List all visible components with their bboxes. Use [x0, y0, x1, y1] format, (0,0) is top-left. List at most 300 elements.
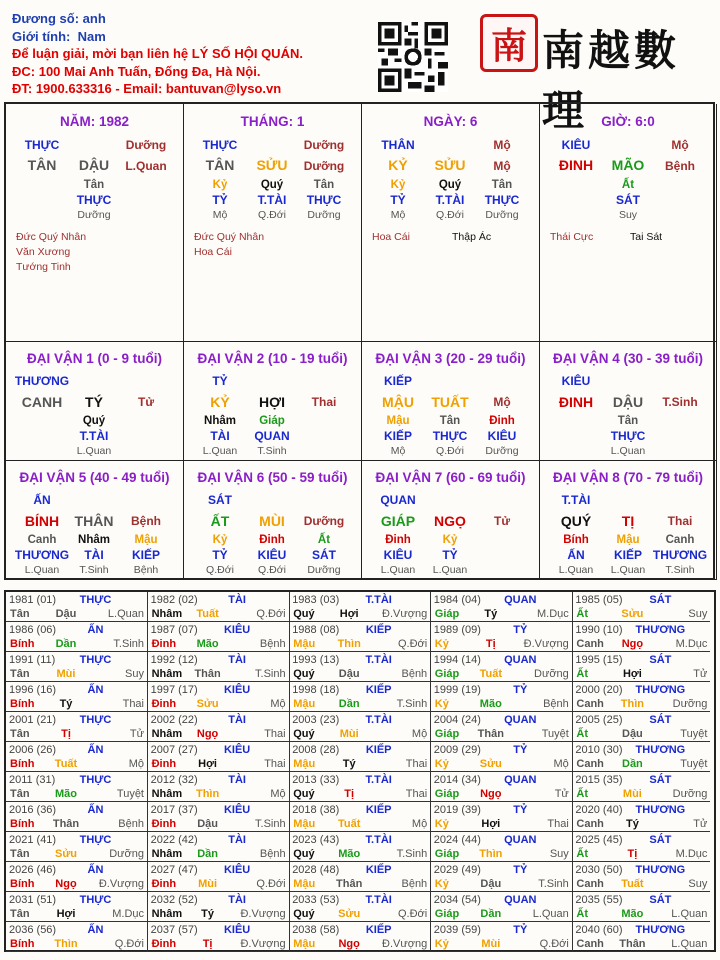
year-branch: Tý: [59, 698, 73, 710]
year-god: TỶ: [513, 924, 528, 936]
year-label: 1989 (09): [433, 624, 481, 636]
year-label: 2005 (25): [575, 714, 623, 726]
year-cell: [6, 892, 148, 922]
year-cell: [148, 802, 290, 832]
year-stem: Canh: [576, 938, 604, 950]
year-stage: Q.Đới: [256, 608, 286, 620]
hidden-stage: Dưỡng: [307, 209, 341, 221]
year-stem: Quý: [293, 668, 315, 680]
year-branch: Dần: [338, 698, 360, 710]
year-branch: Dần: [622, 758, 643, 770]
year-stem: Tân: [10, 848, 30, 860]
year-god: QUAN: [504, 714, 537, 726]
year-stem: Tân: [10, 788, 30, 800]
year-god: T.TÀI: [365, 594, 392, 606]
pillar-stage-1: Dưỡng: [303, 138, 345, 152]
year-stem: Mậu: [293, 878, 316, 890]
hidden-god: TÀI: [84, 548, 104, 562]
year-god: KIÊU: [223, 804, 251, 816]
year-label: 2012 (32): [150, 774, 198, 786]
year-label: 2039 (59): [433, 924, 481, 936]
year-cell: [148, 622, 290, 652]
pillar-heaven-god: THỰC: [24, 138, 60, 152]
year-stage: Tuyệt: [680, 758, 708, 770]
year-label: 2016 (36): [9, 804, 57, 816]
year-label: 2040 (60): [575, 924, 623, 936]
year-branch: Mão: [196, 638, 219, 650]
year-branch: Thân: [194, 668, 221, 680]
year-god: T.TÀI: [365, 834, 392, 846]
star-note: Thập Ác: [452, 231, 492, 243]
year-stage: Dưỡng: [672, 788, 708, 800]
hidden-stem: Kỷ: [212, 534, 228, 546]
year-label: 2021 (41): [9, 834, 57, 846]
year-god: THƯƠNG: [635, 624, 686, 636]
year-branch: Thìn: [195, 788, 220, 800]
year-god: SÁT: [649, 654, 672, 666]
year-stage: Dưỡng: [534, 668, 569, 680]
hidden-stage: Mộ: [390, 209, 406, 221]
hidden-stem: Canh: [27, 534, 57, 546]
year-branch: Thân: [336, 878, 363, 890]
pillar-stage-1: Mộ: [493, 138, 511, 152]
year-label: 2023 (43): [292, 834, 340, 846]
year-stem: Đinh: [151, 878, 177, 890]
year-branch: Sửu: [338, 908, 361, 920]
year-cell: [572, 862, 710, 892]
hidden-god: TÀI: [210, 429, 230, 443]
pillar-heaven-god: THỰC: [202, 138, 238, 152]
year-stage: Q.Đới: [256, 878, 286, 890]
year-stage: Thai: [405, 758, 428, 770]
dai-van-heaven-god: T.TÀI: [561, 493, 591, 507]
pillar-title: NĂM: 1982: [59, 114, 130, 129]
hidden-stage: Dưỡng: [77, 209, 111, 221]
dai-van-cell: [540, 461, 717, 580]
header-info: [12, 10, 372, 98]
year-label: 2006 (26): [9, 744, 57, 756]
year-stem: Đinh: [151, 638, 177, 650]
contact-line-2: ĐC: 100 Mai Anh Tuấn, Đống Đa, Hà Nội.: [12, 63, 261, 79]
year-stage: Bệnh: [259, 848, 286, 860]
year-cell: [572, 652, 710, 682]
hidden-stem: Tân: [83, 179, 105, 191]
hidden-stem: Giáp: [259, 415, 285, 427]
star-note: Tướng Tinh: [16, 261, 71, 273]
dai-van-title: ĐẠI VẬN 6 (50 - 59 tuổi): [197, 470, 348, 485]
year-stem: Đinh: [151, 938, 177, 950]
year-label: 1990 (10): [575, 624, 623, 636]
pillar-stage-2: Mộ: [493, 159, 511, 173]
year-branch: Mão: [621, 908, 644, 920]
year-branch: Hợi: [622, 668, 642, 680]
year-branch: Ngọ: [196, 728, 219, 740]
hidden-stem: Mậu: [616, 534, 640, 546]
year-god: THỰC: [79, 654, 112, 666]
year-stage: Bệnh: [543, 698, 569, 710]
year-stem: Tân: [10, 668, 30, 680]
hidden-stage: L.Quan: [558, 564, 594, 576]
hidden-stem: Canh: [665, 534, 695, 546]
dai-van-stem: MẬU: [382, 394, 414, 410]
year-stem: Quý: [293, 908, 315, 920]
year-label: 2035 (55): [575, 894, 623, 906]
year-god: TỶ: [513, 864, 528, 876]
year-god: KIÊU: [223, 624, 251, 636]
hidden-stem: Nhâm: [78, 534, 110, 546]
year-label: 1981 (01): [9, 594, 57, 606]
year-god: QUAN: [504, 834, 537, 846]
year-god: TỶ: [513, 744, 528, 756]
year-cell: [148, 862, 290, 892]
dai-van-heaven-god: ẤN: [33, 493, 51, 507]
year-cell: [572, 892, 710, 922]
year-god: QUAN: [504, 654, 537, 666]
year-stage: T.Sinh: [538, 878, 569, 890]
year-stage: Tuyệt: [680, 728, 708, 740]
year-branch: Tý: [201, 908, 215, 920]
year-cell: [6, 742, 148, 772]
dai-van-branch: NGỌ: [434, 513, 466, 529]
year-stem: Canh: [576, 698, 604, 710]
year-cell: [431, 712, 573, 742]
year-god: ẤN: [87, 744, 104, 756]
year-branch: Tuất: [54, 758, 78, 770]
year-stage: Bệnh: [259, 638, 286, 650]
year-stage: L.Quan: [671, 938, 708, 950]
pillar-cell: [362, 104, 540, 342]
hidden-god: TỶ: [212, 193, 228, 207]
year-stem: Nhâm: [151, 608, 183, 620]
year-label: 2015 (35): [575, 774, 623, 786]
year-stage: Tuyệt: [541, 728, 569, 740]
hidden-stage: Q.Đới: [258, 209, 286, 221]
year-god: THỰC: [79, 834, 112, 846]
year-stem: Quý: [293, 848, 315, 860]
year-stem: Giáp: [434, 728, 460, 740]
year-stage: T.Sinh: [396, 698, 428, 710]
gender-label: Giới tính:: [12, 28, 71, 44]
year-label: 2017 (37): [150, 804, 198, 816]
year-stem: Bính: [10, 758, 35, 770]
year-stem: Quý: [293, 788, 315, 800]
year-label: 2013 (33): [292, 774, 340, 786]
year-label: 2028 (48): [292, 864, 340, 876]
dai-van-stem: GIÁP: [380, 513, 416, 529]
year-stage: Đ.Vượng: [382, 938, 428, 950]
hidden-god: TỶ: [390, 193, 406, 207]
dai-van-title: ĐẠI VẬN 3 (20 - 29 tuổi): [375, 351, 526, 366]
year-branch: Sửu: [479, 758, 502, 770]
hidden-stem: Kỷ: [390, 179, 406, 191]
year-stage: Bệnh: [401, 878, 428, 890]
year-branch: Tý: [625, 818, 639, 830]
pillar-title: THÁNG: 1: [240, 114, 305, 129]
dai-van-title: ĐẠI VẬN 4 (30 - 39 tuổi): [552, 351, 704, 366]
year-stem: Kỷ: [434, 638, 449, 650]
hidden-god: SÁT: [312, 548, 336, 562]
year-cell: [289, 922, 431, 952]
year-cell: [431, 682, 573, 712]
dai-van-cell: [184, 461, 362, 580]
hidden-stage: Mộ: [212, 209, 228, 221]
name-value: anh: [82, 11, 106, 26]
gender-value: Nam: [77, 28, 106, 44]
year-cell: [6, 922, 148, 952]
year-label: 1996 (16): [9, 684, 57, 696]
year-stage: Q.Đới: [397, 908, 428, 920]
year-branch: Dậu: [55, 608, 77, 620]
year-stage: Q.Đới: [397, 638, 428, 650]
year-stage: Đ.Vượng: [240, 938, 286, 950]
year-stem: Tân: [10, 908, 30, 920]
year-cell: [431, 922, 573, 952]
hidden-stage: Dưỡng: [485, 209, 519, 221]
year-cell: [431, 802, 573, 832]
year-stage: Bệnh: [118, 818, 144, 830]
year-god: KIẾP: [365, 924, 392, 936]
year-stem: Mậu: [293, 818, 316, 830]
year-stem: Giáp: [434, 848, 460, 860]
year-god: TÀI: [228, 594, 246, 606]
hidden-stage: L.Quan: [202, 445, 238, 457]
year-god: T.TÀI: [365, 714, 392, 726]
year-label: 1995 (15): [575, 654, 623, 666]
hidden-god: KIÊU: [383, 548, 413, 562]
pillar-cell: [540, 104, 717, 342]
year-stage: Suy: [688, 878, 708, 890]
hidden-stem: Quý: [82, 415, 106, 427]
year-stem: Giáp: [434, 788, 460, 800]
year-label: 1982 (02): [150, 594, 198, 606]
hidden-god: THƯƠNG: [14, 548, 70, 562]
year-label: 2031 (51): [9, 894, 57, 906]
year-label: 2025 (45): [575, 834, 623, 846]
year-stem: Quý: [293, 728, 315, 740]
dai-van-title: ĐẠI VẬN 2 (10 - 19 tuổi): [197, 351, 348, 366]
year-stem: Kỷ: [434, 878, 449, 890]
year-cell: [148, 652, 290, 682]
hidden-stage: L.Quan: [610, 564, 646, 576]
year-god: T.TÀI: [365, 654, 392, 666]
year-cell: [148, 592, 290, 622]
hidden-stage: Q.Đới: [206, 564, 234, 576]
year-stage: M.Dục: [675, 848, 708, 860]
dai-van-cell: [362, 342, 540, 461]
hidden-god: T.TÀI: [435, 193, 465, 207]
year-stage: Thai: [264, 758, 286, 770]
year-stem: Kỷ: [434, 938, 449, 950]
year-stem: Canh: [576, 878, 604, 890]
year-cell: [572, 742, 710, 772]
year-god: KIÊU: [223, 744, 251, 756]
dai-van-branch: TÝ: [85, 394, 103, 410]
year-cell: [431, 862, 573, 892]
year-branch: Sửu: [196, 698, 219, 710]
year-god: T.TÀI: [365, 774, 392, 786]
year-stage: L.Quan: [532, 908, 569, 920]
hidden-god: KIẾP: [383, 429, 412, 443]
year-cell: [289, 652, 431, 682]
year-god: ẤN: [87, 684, 104, 696]
hidden-stem: Đinh: [489, 415, 515, 427]
year-branch: Sửu: [54, 848, 78, 860]
hidden-stage: T.Sinh: [665, 564, 695, 576]
year-branch: Tý: [342, 758, 356, 770]
year-stem: Giáp: [434, 608, 460, 620]
year-cell: [148, 712, 290, 742]
year-cell: [431, 742, 573, 772]
hidden-stem: Kỷ: [212, 179, 228, 191]
hidden-stage: Mộ: [390, 445, 406, 457]
year-stem: Nhâm: [151, 848, 183, 860]
dai-van-branch: MÙI: [259, 513, 285, 529]
year-god: TỶ: [513, 624, 528, 636]
year-cell: [148, 772, 290, 802]
dai-van-title: ĐẠI VẬN 7 (60 - 69 tuổi): [375, 470, 526, 485]
hidden-god: THỰC: [76, 193, 112, 207]
dai-van-stage: Bệnh: [131, 514, 161, 528]
hidden-stem: Ất: [317, 534, 331, 546]
year-branch: Tuất: [196, 608, 219, 620]
dai-van-stem: KỶ: [210, 394, 230, 410]
dai-van-stage: Tử: [137, 395, 155, 409]
year-branch: Ngọ: [338, 938, 360, 950]
contact-line-1: Để luận giải, mời bạn liên hệ LÝ SỐ HỘI QUÁN.: [12, 46, 303, 62]
year-stem: Ất: [576, 848, 588, 860]
year-cell: [289, 712, 431, 742]
year-label: 1997 (17): [150, 684, 198, 696]
year-stem: Bính: [10, 638, 35, 650]
year-label: 1983 (03): [292, 594, 340, 606]
year-label: 2029 (49): [433, 864, 481, 876]
pillar-branch: DẬU: [78, 157, 110, 173]
year-stem: Ất: [576, 788, 588, 800]
year-branch: Mùi: [339, 728, 359, 740]
year-god: THỰC: [79, 714, 112, 726]
year-cell: [572, 802, 710, 832]
year-stem: Mậu: [293, 938, 316, 950]
year-cell: [148, 832, 290, 862]
pillar-stage-2: L.Quan: [125, 159, 167, 173]
year-stage: Suy: [549, 848, 569, 860]
year-cell: [289, 802, 431, 832]
year-stage: Tử: [693, 668, 708, 680]
dai-van-stem: QUÝ: [560, 513, 592, 529]
hidden-god: T.TÀI: [257, 193, 287, 207]
pillar-title: NGÀY: 6: [423, 114, 478, 129]
brand-name: 南越數理: [542, 26, 681, 135]
dai-van-branch: TUẤT: [431, 394, 469, 410]
hidden-stage: L.Quan: [24, 564, 60, 576]
star-note: Đức Quý Nhân: [194, 231, 265, 243]
year-stage: Mộ: [128, 758, 144, 770]
year-label: 1999 (19): [433, 684, 481, 696]
year-cell: [6, 652, 148, 682]
year-branch: Tị: [202, 938, 213, 950]
year-cell: [572, 832, 710, 862]
hidden-god: KIẾP: [613, 548, 642, 562]
year-cell: [148, 892, 290, 922]
hidden-god: TỶ: [442, 548, 458, 562]
dai-van-stem: ĐINH: [558, 394, 594, 410]
year-label: 1993 (13): [292, 654, 340, 666]
year-label: 2036 (56): [9, 924, 57, 936]
year-cell: [6, 622, 148, 652]
year-god: ẤN: [87, 804, 104, 816]
year-god: KIẾP: [365, 684, 392, 696]
dai-van-heaven-god: SÁT: [208, 493, 232, 507]
year-label: 2000 (20): [575, 684, 623, 696]
year-label: 2026 (46): [9, 864, 57, 876]
year-branch: Thân: [619, 938, 646, 950]
year-branch: Mão: [338, 848, 361, 860]
hidden-stage: T.Sinh: [257, 445, 287, 457]
year-label: 1988 (08): [292, 624, 340, 636]
hidden-stage: Q.Đới: [436, 445, 464, 457]
year-stage: M.Dục: [112, 908, 144, 920]
year-god: THỰC: [79, 774, 112, 786]
name-label: Đương số:: [12, 11, 80, 26]
year-stem: Mậu: [293, 758, 316, 770]
year-branch: Dậu: [622, 728, 643, 740]
dai-van-cell: [540, 342, 717, 461]
year-cell: [572, 712, 710, 742]
year-branch: Sửu: [621, 608, 644, 620]
year-stage: Thai: [547, 818, 569, 830]
dai-van-stage: Dưỡng: [303, 514, 345, 528]
year-label: 2014 (34): [433, 774, 481, 786]
pillar-branch: SỬU: [434, 157, 466, 173]
pillar-heaven-god: THÂN: [381, 138, 415, 152]
year-label: 2003 (23): [292, 714, 340, 726]
year-stem: Tân: [10, 728, 30, 740]
year-stage: T.Sinh: [255, 668, 286, 680]
hidden-stage: L.Quan: [380, 564, 416, 576]
year-branch: Hợi: [198, 758, 217, 770]
year-god: TỶ: [513, 804, 528, 816]
year-label: 2010 (30): [575, 744, 623, 756]
year-branch: Tị: [485, 638, 496, 650]
year-branch: Ngọ: [55, 878, 77, 890]
year-cell: [289, 682, 431, 712]
year-stem: Mậu: [293, 638, 316, 650]
year-stem: Kỷ: [434, 758, 449, 770]
year-stem: Ất: [576, 908, 588, 920]
year-stem: Đinh: [151, 818, 177, 830]
year-label: 2022 (42): [150, 834, 198, 846]
year-cell: [6, 682, 148, 712]
hidden-stage: L.Quan: [610, 445, 646, 457]
year-branch: Dần: [197, 848, 218, 860]
year-god: T.TÀI: [365, 894, 392, 906]
year-stage: Đ.Vượng: [98, 878, 144, 890]
year-stage: Q.Đới: [539, 938, 569, 950]
year-cell: [431, 652, 573, 682]
pillar-cell: [184, 104, 362, 342]
year-label: 1984 (04): [433, 594, 481, 606]
year-stage: Mộ: [411, 728, 428, 740]
year-label: 2024 (44): [433, 834, 481, 846]
year-stem: Đinh: [151, 698, 177, 710]
year-god: TÀI: [228, 774, 246, 786]
year-branch: Tuất: [337, 818, 361, 830]
year-stem: Đinh: [151, 758, 177, 770]
year-branch: Mùi: [198, 878, 218, 890]
year-branch: Tý: [484, 608, 498, 620]
year-branch: Dậu: [338, 668, 360, 680]
year-label: 1991 (11): [9, 654, 56, 666]
